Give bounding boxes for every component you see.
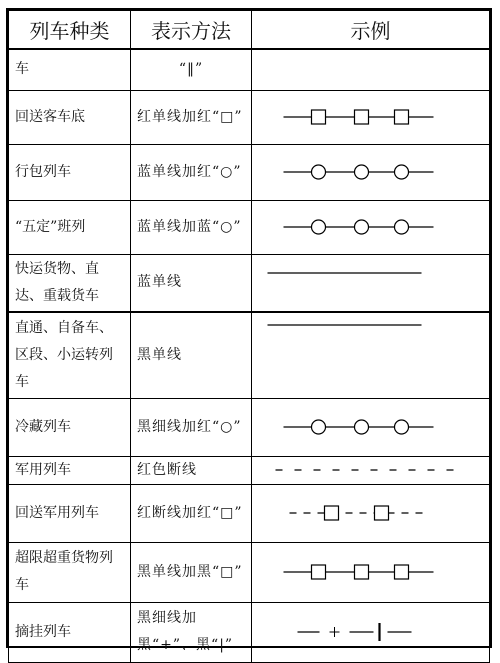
cell-example <box>252 398 490 456</box>
square-marker <box>355 110 369 124</box>
train-symbol-table <box>6 8 492 653</box>
table-row <box>9 484 490 542</box>
table-row <box>9 542 490 602</box>
table <box>8 10 490 663</box>
cell-example <box>252 456 490 484</box>
cell-type: 直通、自备车、区段、小运转列车 <box>9 312 131 398</box>
cell-method: 黑细线加红“○” <box>131 398 252 456</box>
header-type: 列车种类 <box>9 11 131 49</box>
square-marker <box>395 110 409 124</box>
cell-type: 车 <box>9 49 131 91</box>
table-row <box>9 602 490 662</box>
square-marker <box>312 565 326 579</box>
cell-type: 摘挂列车 <box>9 602 131 662</box>
circle-marker <box>355 220 369 234</box>
square-marker <box>325 506 339 520</box>
cell-example <box>252 602 490 662</box>
cell-example <box>252 312 490 398</box>
cell-type: 回送军用列车 <box>9 484 131 542</box>
cell-method: “‖” <box>131 49 252 91</box>
cell-method: 蓝单线 <box>131 254 252 312</box>
cell-method: 黑单线 <box>131 312 252 398</box>
table-row <box>9 49 490 91</box>
cell-type: 军用列车 <box>9 456 131 484</box>
example-pattern <box>252 50 489 90</box>
circle-marker <box>312 165 326 179</box>
table-row <box>9 144 490 200</box>
cell-type: 冷藏列车 <box>9 398 131 456</box>
example-pattern <box>252 612 489 652</box>
header-row <box>9 11 490 49</box>
circle-marker <box>395 165 409 179</box>
table-row <box>9 312 490 398</box>
cell-example <box>252 90 490 144</box>
cell-method: 红断线加红“□” <box>131 484 252 542</box>
cell-method: 黑细线加黑“+”、黑“|” <box>131 602 252 662</box>
table-row <box>9 398 490 456</box>
cell-method: 黑单线加黑“□” <box>131 542 252 602</box>
cell-example <box>252 200 490 254</box>
example-pattern <box>252 457 489 483</box>
table-row <box>9 456 490 484</box>
example-pattern <box>252 263 489 303</box>
cell-type: 超限超重货物列车 <box>9 542 131 602</box>
square-marker <box>355 565 369 579</box>
example-pattern <box>252 552 489 592</box>
table-row <box>9 90 490 144</box>
cell-method: 蓝单线加蓝“○” <box>131 200 252 254</box>
example-pattern <box>252 407 489 447</box>
circle-marker <box>312 420 326 434</box>
example-pattern <box>252 493 489 533</box>
cell-method: 红单线加红“□” <box>131 90 252 144</box>
header-example: 示例 <box>252 11 490 49</box>
header-method: 表示方法 <box>131 11 252 49</box>
cell-type: 行包列车 <box>9 144 131 200</box>
table-row <box>9 200 490 254</box>
cell-example <box>252 49 490 91</box>
circle-marker <box>355 420 369 434</box>
circle-marker <box>395 420 409 434</box>
cell-example <box>252 484 490 542</box>
circle-marker <box>355 165 369 179</box>
cell-example <box>252 144 490 200</box>
square-marker <box>395 565 409 579</box>
circle-marker <box>312 220 326 234</box>
cell-example <box>252 542 490 602</box>
cell-example <box>252 254 490 312</box>
cell-type: “五定”班列 <box>9 200 131 254</box>
square-marker <box>375 506 389 520</box>
example-pattern <box>252 315 489 355</box>
example-pattern <box>252 152 489 192</box>
cell-method: 蓝单线加红“○” <box>131 144 252 200</box>
square-marker <box>312 110 326 124</box>
cell-method: 红色断线 <box>131 456 252 484</box>
example-pattern <box>252 97 489 137</box>
cell-type: 回送客车底 <box>9 90 131 144</box>
table-row <box>9 254 490 312</box>
example-pattern <box>252 207 489 247</box>
circle-marker <box>395 220 409 234</box>
cell-type: 快运货物、直达、重载货车 <box>9 254 131 312</box>
